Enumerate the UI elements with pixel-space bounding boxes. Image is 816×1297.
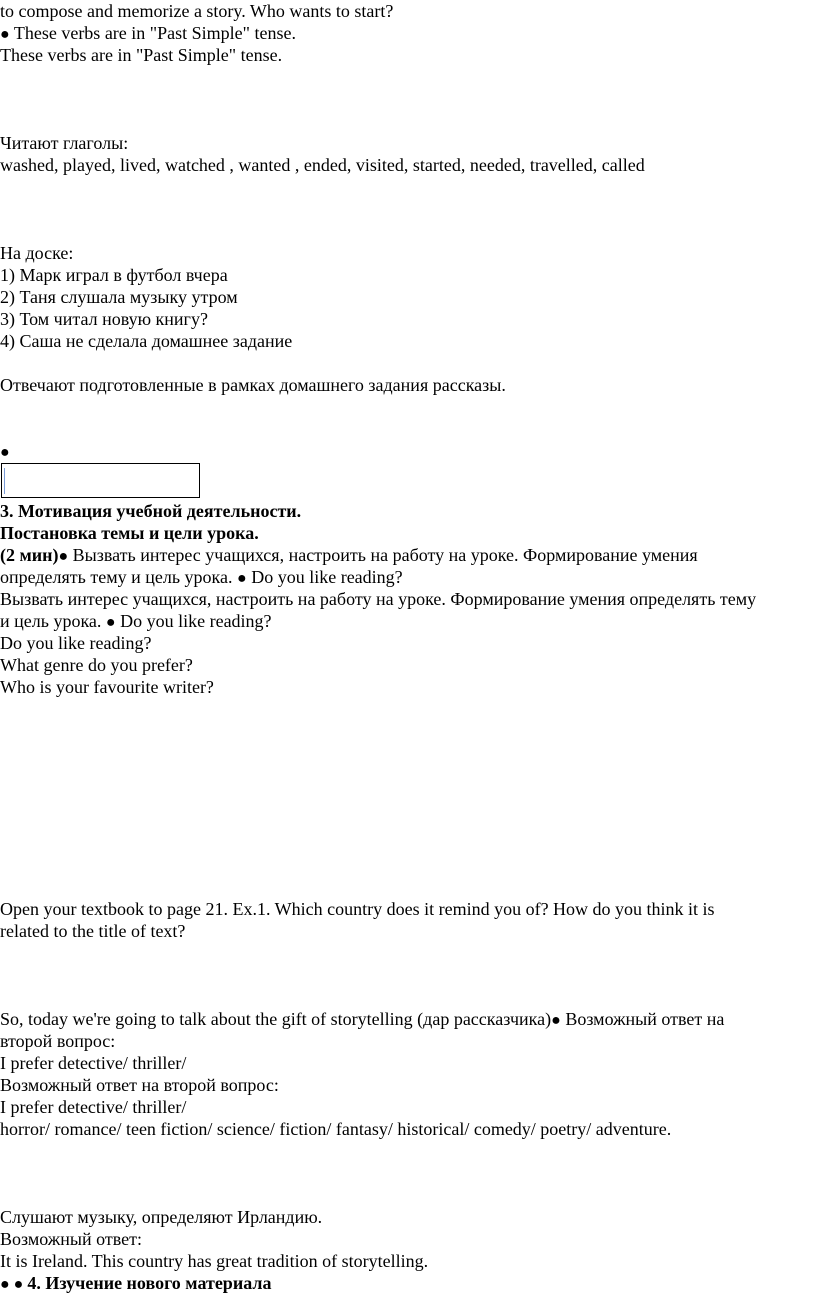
text-line <box>0 154 645 176</box>
text-line <box>0 242 73 264</box>
text-line-content: На доске: <box>0 243 74 263</box>
text-line <box>0 1096 186 1118</box>
text-line-content: to compose and memorize a story. Who wants to start? <box>0 1 394 21</box>
text-line-content: It is Ireland. This country has great tradition of storytelling. <box>0 1251 429 1271</box>
text-line-content: related to the title of text? <box>0 921 186 941</box>
text-line-content: These verbs are in "Past Simple" tense. <box>0 45 283 65</box>
text-line <box>0 676 214 698</box>
text-line-content: 4. Изучение нового материала <box>27 1273 272 1293</box>
text-line <box>0 1228 142 1250</box>
text-line-content: Читают глаголы: <box>0 133 129 153</box>
text-line <box>0 1008 724 1032</box>
text-line <box>0 898 715 920</box>
text-line-content: I prefer detective/ thriller/ <box>0 1097 187 1117</box>
text-line-content: Do you like reading? <box>246 567 403 587</box>
text-line <box>0 544 698 568</box>
text-line <box>0 264 228 286</box>
text-line <box>0 1074 279 1096</box>
section-heading <box>0 500 301 522</box>
text-line <box>0 308 208 330</box>
text-line <box>0 920 185 942</box>
bullet-icon: ● <box>58 548 69 565</box>
text-line-content: Who is your favourite writer? <box>0 677 214 697</box>
text-line <box>0 1250 428 1272</box>
bullet-icon: ● <box>551 1012 561 1029</box>
text-line <box>0 588 756 610</box>
text-line-content: So, today we're going to talk about the gift of storytelling (дар рассказчика) <box>0 1009 552 1029</box>
text-line-content: определять тему и цель урока. <box>0 567 238 587</box>
text-caret <box>4 468 5 494</box>
section-heading <box>0 1272 271 1296</box>
text-line <box>0 330 292 352</box>
bullet-icon: ● <box>0 444 10 461</box>
text-line-content: horror/ romance/ teen fiction/ science/ fiction/ fantasy/ historical/ comedy/ poetry/ adventure. <box>0 1119 672 1139</box>
bullet-icon: ● <box>105 614 116 631</box>
text-line <box>0 44 282 66</box>
bullet-icon: ● <box>237 570 247 587</box>
text-line-content: Возможный ответ на второй вопрос: <box>0 1075 279 1095</box>
text-line <box>0 132 128 154</box>
text-line-content: Постановка темы и цели урока. <box>0 523 259 543</box>
text-line <box>0 1030 115 1052</box>
text-line <box>0 610 272 634</box>
text-line-content: 3. Мотивация учебной деятельности. <box>0 501 302 521</box>
text-line <box>0 1052 186 1074</box>
text-line-content: и цель урока. <box>0 611 106 631</box>
text-box[interactable] <box>1 463 200 498</box>
text-line-content: Вызвать интерес учащихся, настроить на работу на уроке. Формирование умения определять тему <box>0 589 757 609</box>
text-line-content: Do you like reading? <box>0 633 152 653</box>
bullet-icon: ● <box>0 26 10 43</box>
text-line <box>0 440 10 464</box>
text-line <box>0 1206 322 1228</box>
text-line-content: I prefer detective/ thriller/ <box>0 1053 187 1073</box>
text-line <box>0 632 151 654</box>
text-line-content: 3) Том читал новую книгу? <box>0 309 208 329</box>
text-line-content: второй вопрос: <box>0 1031 116 1051</box>
text-line-content: These verbs are in "Past Simple" tense. <box>9 23 296 43</box>
text-line-content: washed, played, lived, watched , wanted , ended, visited, started, needed, travelled, called <box>0 155 645 175</box>
text-line-content: Вызвать интерес учащихся, настроить на работу на уроке. Формирование умения <box>68 545 698 565</box>
text-line-content: 1) Марк играл в футбол вчера <box>0 265 228 285</box>
text-line <box>0 654 193 676</box>
section-subheading <box>0 522 259 544</box>
text-line-content: Do you like reading? <box>115 611 272 631</box>
text-line-content: Возможный ответ: <box>0 1229 142 1249</box>
text-line <box>0 374 506 396</box>
text-line-content: 2) Таня слушала музыку утром <box>0 287 238 307</box>
text-line-content: 4) Саша не сделала домашнее задание <box>0 331 293 351</box>
text-line-content: What genre do you prefer? <box>0 655 193 675</box>
text-line-content: Слушают музыку, определяют Ирландию. <box>0 1207 323 1227</box>
text-line <box>0 0 393 22</box>
text-line-content: Отвечают подготовленные в рамках домашнего задания рассказы. <box>0 375 506 395</box>
text-line-content: Open your textbook to page 21. Ex.1. Which country does it remind you of? How do you think it is <box>0 899 715 919</box>
text-line-content: Возможный ответ на <box>560 1009 725 1029</box>
text-line <box>0 566 403 590</box>
bullet-icon: ● ● <box>0 1276 28 1293</box>
text-line <box>0 22 296 46</box>
duration-label: (2 мин) <box>0 545 59 565</box>
text-line <box>0 1118 671 1140</box>
text-line <box>0 286 238 308</box>
